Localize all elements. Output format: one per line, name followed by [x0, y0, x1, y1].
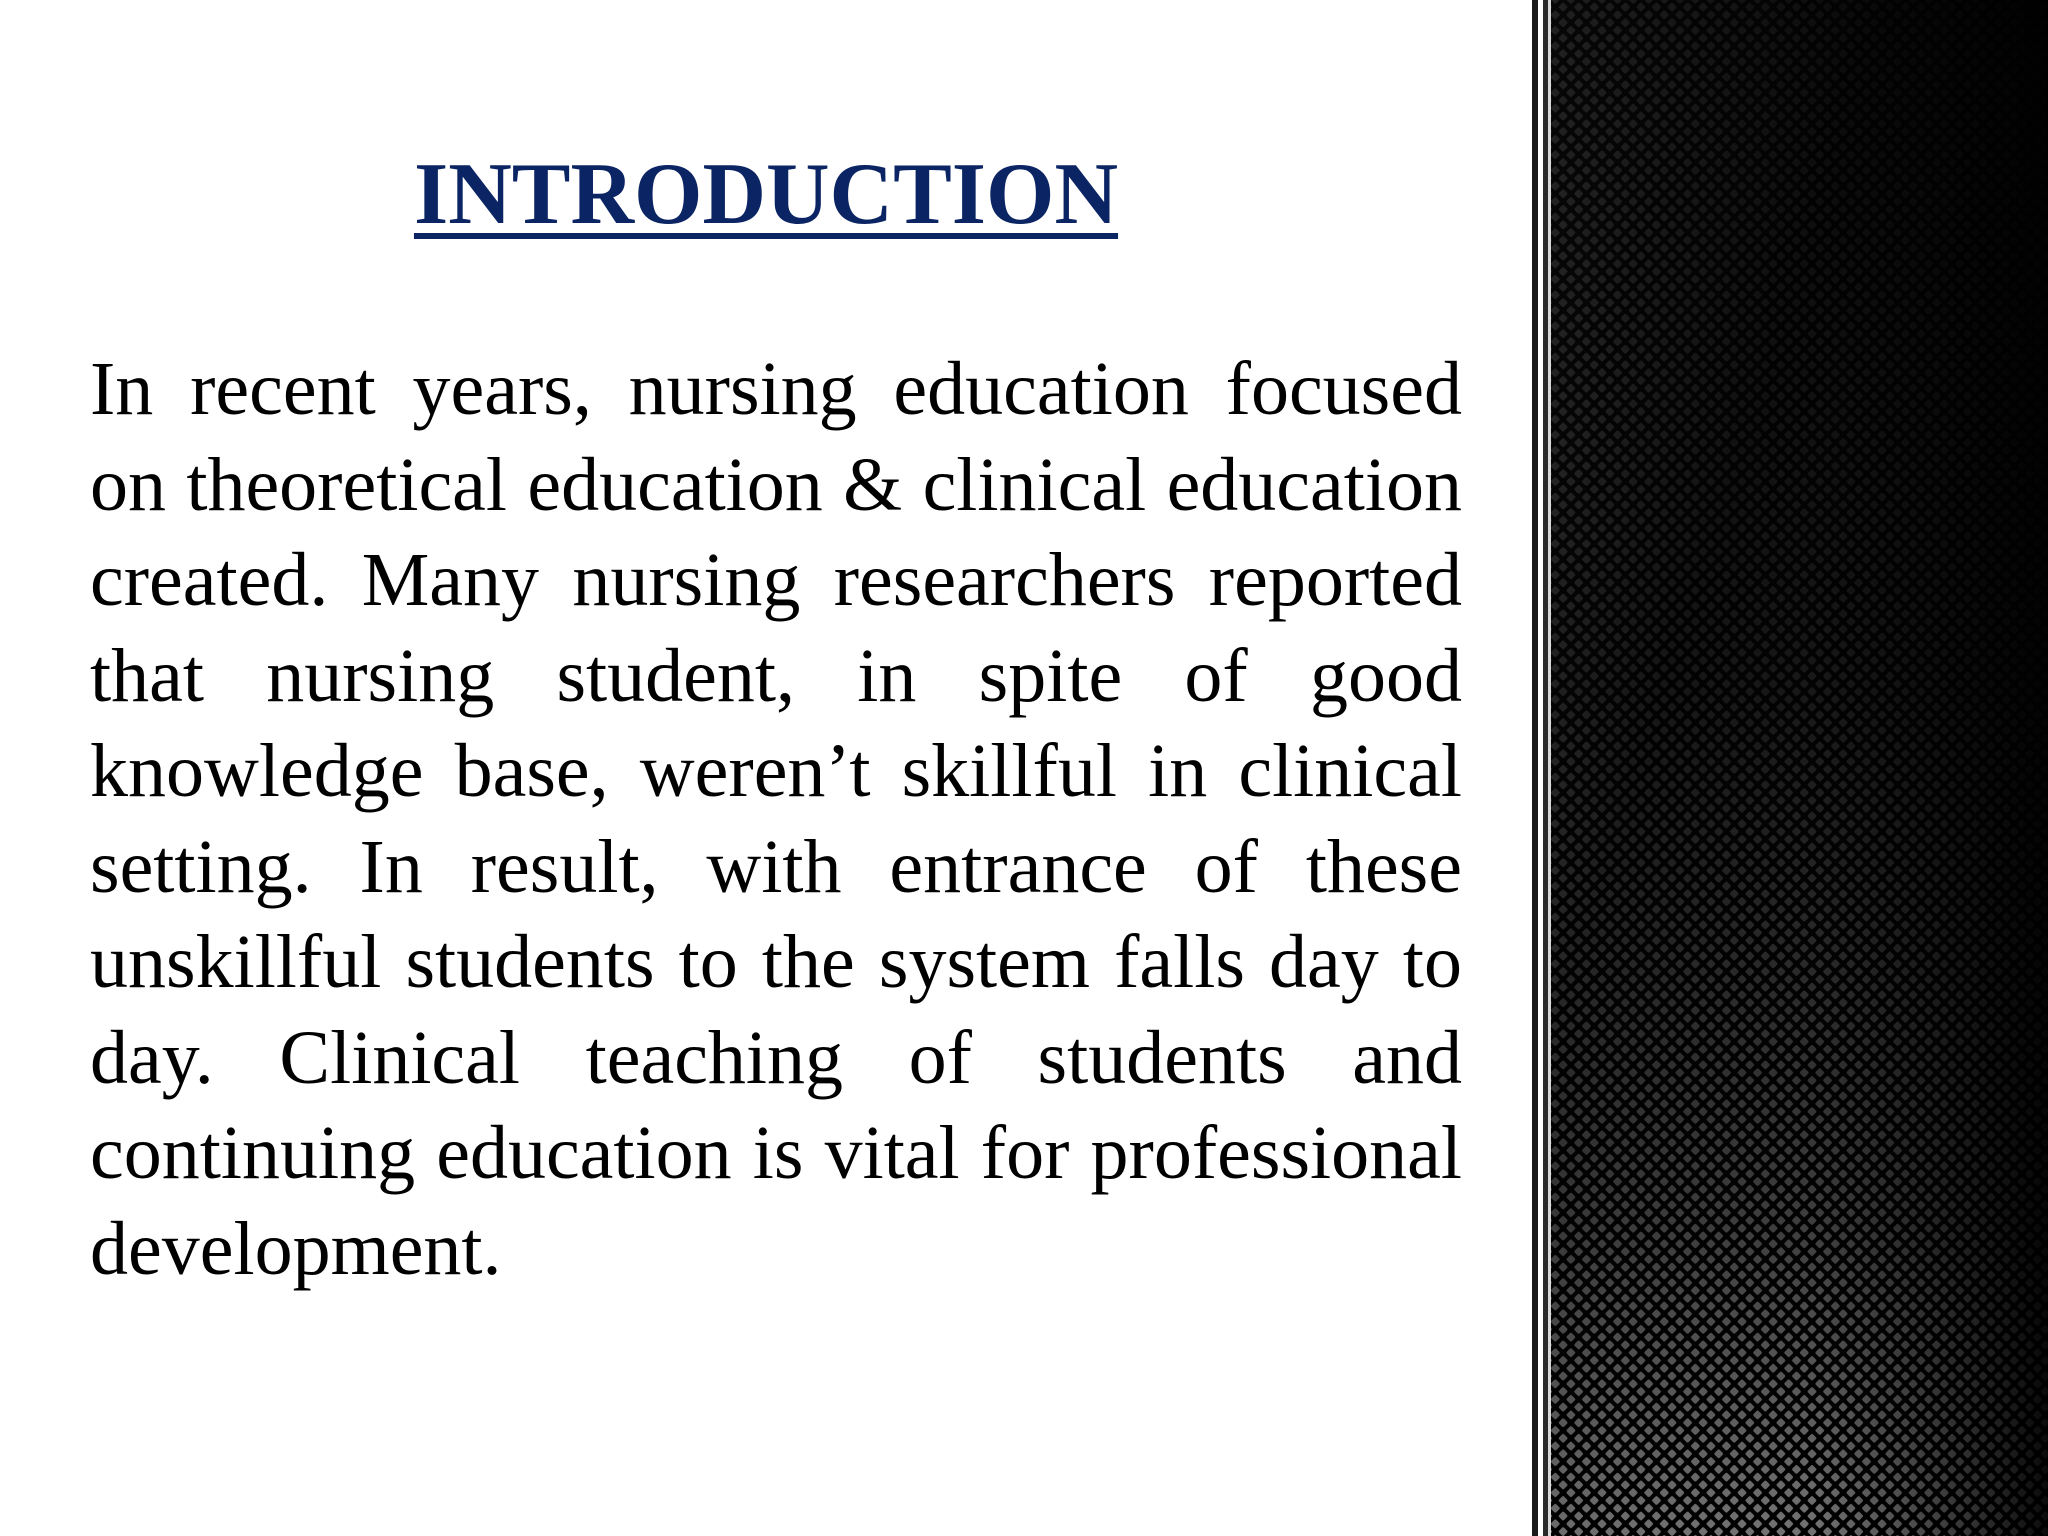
slide-body-text: In recent years, nursing education focused on theoretical education & clinical education created. Many nursing researchers reported that nursing student, in spite of good knowledge base, weren’t skillful in clinical setting. In result, with entrance of these unskillful students to the system falls day to day. Clinical teaching of students and continuing education is vital for professional development.: [90, 347, 1462, 1291]
mesh-pattern-graphic: [1532, 0, 2048, 1536]
slide-title: [0, 140, 1532, 250]
slide-title-text: INTRODUCTION: [413, 146, 1119, 243]
decorative-side-panel: [1532, 0, 2048, 1536]
